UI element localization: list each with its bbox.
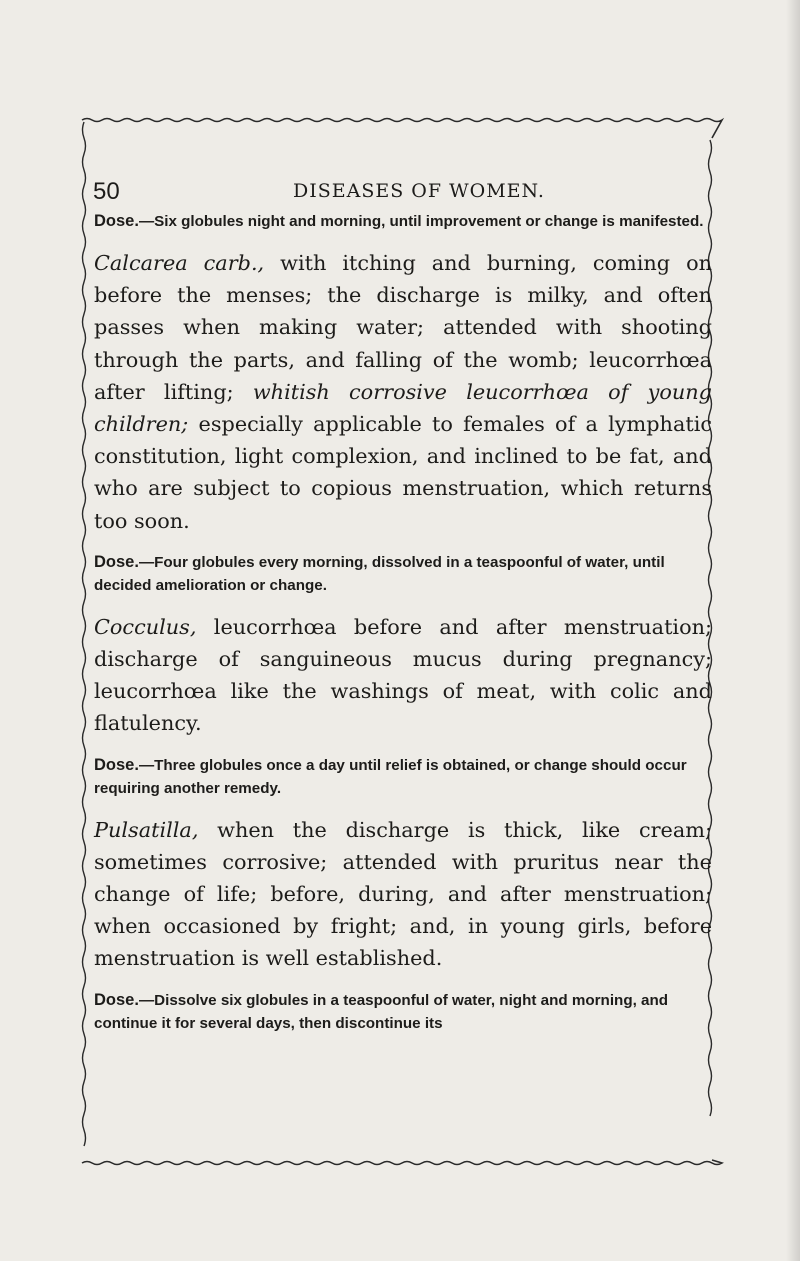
remedy-emphasis: whitish corrosive leucorrhœa of young children; (94, 379, 712, 437)
dose-label: Dose. (94, 212, 139, 230)
remedy-paragraph (94, 814, 712, 975)
running-title: DISEASES OF WOMEN. (293, 180, 545, 202)
dose-label: Dose. (94, 552, 139, 571)
page-shadow (786, 0, 800, 1261)
dose-note (94, 210, 712, 233)
remedy-text-continued: especially applicable to females of a lymphatic constitution, light complexion, and inclined to be fat, and who are subject to copious menstruation, which returns too soon. (94, 412, 712, 533)
dose-note (94, 989, 712, 1035)
remedy-text: with itching and burning, coming on before the menses; the discharge is milky, and often passes when making water; attended with shooting through the parts, and falling of the womb; leucorrhœa after lifting; (94, 251, 712, 404)
dose-note (94, 754, 712, 800)
remedy-name: Calcarea carb., (94, 251, 265, 275)
dose-text: —Six globules night and morning, until improvement or change is manifested. (138, 213, 704, 230)
remedy-text: leucorrhœa before and after menstruation; discharge of sanguineous mucus during pregnancy; leucorrhœa like the washings of meat, with colic and flatulency. (94, 614, 712, 736)
remedy-paragraph (94, 611, 712, 740)
dose-note (94, 551, 712, 597)
dose-label: Dose. (94, 990, 139, 1009)
remedy-name: Pulsatilla, (94, 817, 199, 842)
remedy-paragraph (94, 247, 712, 537)
dose-text: —Four globules every morning, dissolved in a teaspoonful of water, until decided amelioration or change. (94, 553, 665, 594)
remedy-name: Cocculus, (94, 614, 197, 639)
dose-label: Dose. (94, 755, 139, 774)
remedy-text: when the discharge is thick, like cream; sometimes corrosive; attended with pruritus near the change of life; before, during, and after menstruation; when occasioned by fright; and, in young girls, before menstruation is well established. (94, 817, 712, 971)
page-body (94, 210, 712, 1035)
page-number: 50 (93, 178, 120, 205)
running-header (93, 178, 713, 212)
dose-text: —Three globules once a day until relief is obtained, or change should occur requiring another remedy. (94, 756, 687, 797)
dose-text: —Dissolve six globules in a teaspoonful of water, night and morning, and continue it for several days, then discontinue its (94, 991, 669, 1032)
